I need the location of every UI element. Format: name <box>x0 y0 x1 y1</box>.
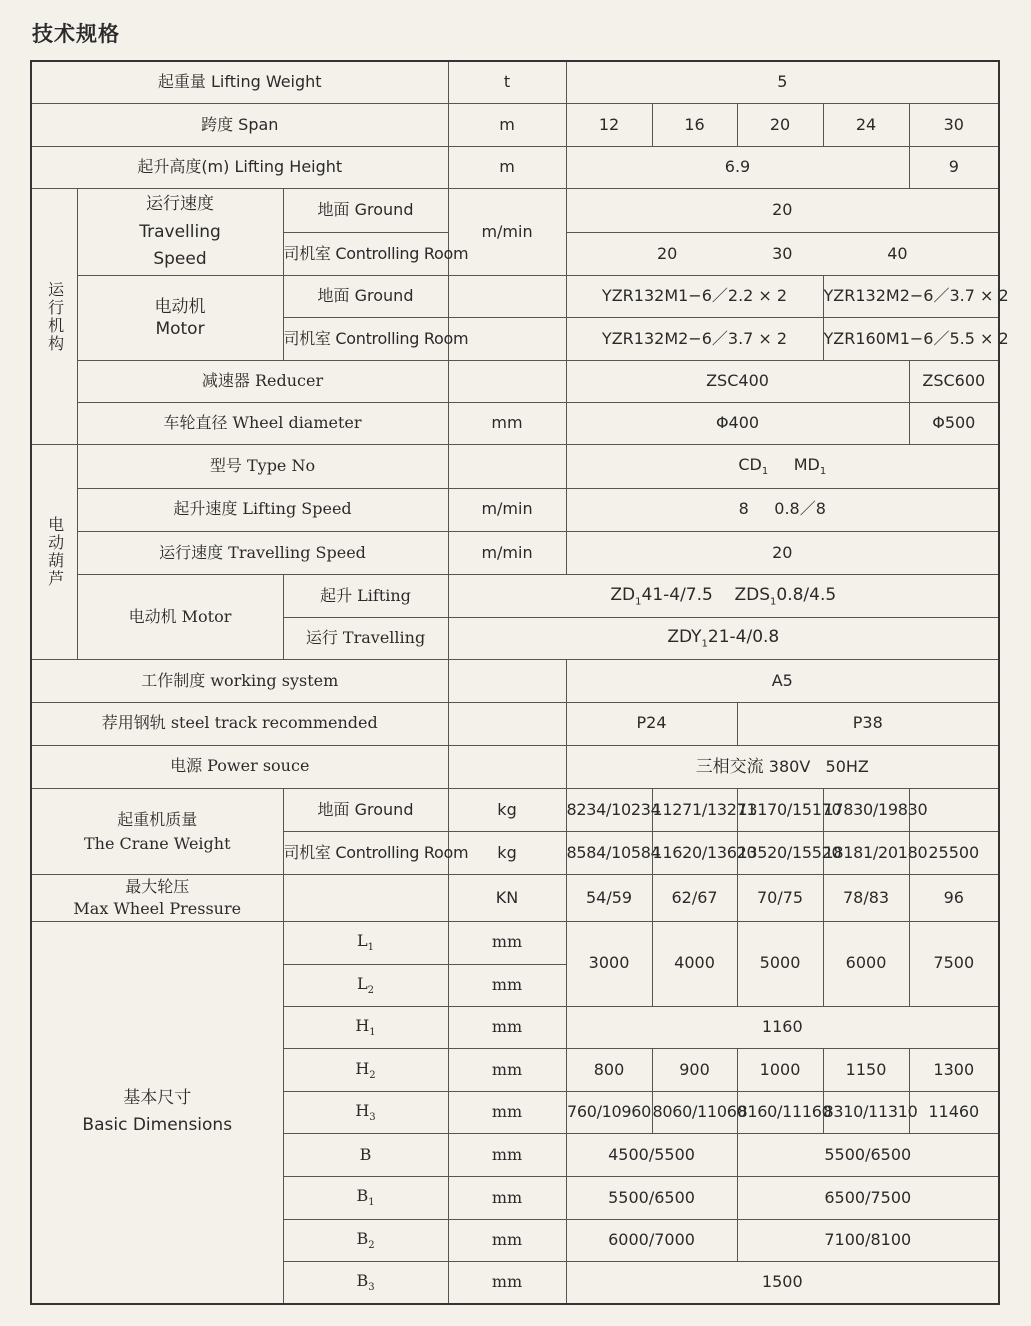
hoist-lifting-motor-zds-spec: 0.8/4.5 <box>776 584 837 605</box>
dim-b1-sub: 1 <box>368 1197 375 1209</box>
dim-symbol <box>283 964 448 1006</box>
dim-symbol <box>283 1049 448 1091</box>
hoist-type-unit <box>448 445 566 488</box>
steel-track-label: 荐用钢轨 steel track recommended <box>31 703 448 745</box>
crane-weight-room-value: 25500 <box>909 832 999 875</box>
travel-speed-ground-label: 地面 Ground <box>283 189 448 232</box>
steel-track-value: P24 <box>566 703 737 745</box>
working-system-value: A5 <box>566 659 999 702</box>
travel-speed-room-value: 40 <box>887 243 908 263</box>
dim-h1-sym: H <box>355 1016 370 1036</box>
motor-ground-label: 地面 Ground <box>283 276 448 318</box>
row-hoist-travel-speed <box>31 531 999 574</box>
dim-h2-value: 1150 <box>823 1049 909 1091</box>
dim-symbol <box>283 921 448 964</box>
dim-b1-value: 5500/6500 <box>566 1177 737 1219</box>
dim-l-value: 3000 <box>566 921 652 1007</box>
crane-weight-room-value: 8584/10584 <box>566 832 652 875</box>
span-value: 30 <box>909 103 999 146</box>
travel-speed-room-value: 20 <box>657 243 678 263</box>
reducer-value: ZSC600 <box>909 360 999 402</box>
hoist-lift-speed-unit: m/min <box>448 488 566 531</box>
wheel-pressure-unit: KN <box>448 875 566 921</box>
dim-h3-unit: mm <box>448 1091 566 1133</box>
crane-weight-room-value: 13520/15520 <box>737 832 823 875</box>
crane-weight-ground-value: 13170/15170 <box>737 788 823 831</box>
basic-dimensions-label-en: Basic Dimensions <box>82 1115 233 1136</box>
row-power <box>31 745 999 788</box>
crane-weight-ground-value: 8234/10234 <box>566 788 652 831</box>
dim-b3-sub: 3 <box>368 1282 375 1294</box>
wheel-pressure-label-en: Max Wheel Pressure <box>73 898 242 918</box>
hoist-lifting-motor-zd: ZD <box>610 584 636 605</box>
dim-l-value: 6000 <box>823 921 909 1007</box>
dim-h3-value: 11460 <box>909 1091 999 1133</box>
power-value <box>566 745 999 788</box>
dim-b-sym: B <box>283 1134 448 1177</box>
dim-b3-unit: mm <box>448 1262 566 1304</box>
hoist-group-label: 电动葫芦 <box>31 445 77 660</box>
crane-weight-ground-value: 17830/19830 <box>823 788 909 831</box>
dim-h3-sub: 3 <box>369 1112 376 1124</box>
travel-speed-ground-value: 20 <box>566 189 999 232</box>
dim-b2-value: 7100/8100 <box>737 1219 999 1261</box>
dim-symbol <box>283 1091 448 1133</box>
row-lifting-weight <box>31 61 999 103</box>
row-hoist-lift-speed <box>31 488 999 531</box>
dim-l1-sym: L <box>357 931 368 951</box>
hoist-travel-speed-value: 20 <box>566 531 999 574</box>
hoist-motor-label: 电动机 Motor <box>77 575 283 660</box>
hoist-type-label: 型号 Type No <box>77 445 448 488</box>
row-motor-ground <box>31 276 999 318</box>
working-system-label: 工作制度 working system <box>31 659 448 702</box>
wheel-diameter-unit: mm <box>448 403 566 445</box>
hoist-type-md-sub: 1 <box>819 466 827 478</box>
wheel-pressure-sub <box>283 875 448 921</box>
page-title: 技术规格 <box>32 22 120 46</box>
hoist-lift-speed-value <box>566 488 999 531</box>
span-value: 16 <box>652 103 737 146</box>
dim-h3-sym: H <box>355 1100 370 1120</box>
dim-b-value: 5500/6500 <box>737 1134 999 1177</box>
dim-h3-value: 760/10960 <box>566 1091 652 1133</box>
crane-weight-label <box>31 788 283 875</box>
hoist-type-value <box>566 445 999 488</box>
crane-weight-room-label: 司机室 Controlling Room <box>283 832 448 875</box>
crane-weight-room-unit: kg <box>448 832 566 875</box>
span-label: 跨度 Span <box>31 103 448 146</box>
hoist-type-md: MD <box>793 454 820 474</box>
crane-weight-room-value: 18181/20180 <box>823 832 909 875</box>
travel-speed-label <box>77 189 283 276</box>
lifting-weight-unit: t <box>448 61 566 103</box>
hoist-travelling-motor-zdy: ZDY <box>667 627 702 648</box>
dim-h2-value: 1000 <box>737 1049 823 1091</box>
hoist-travel-speed-unit: m/min <box>448 531 566 574</box>
dim-l1-sub: 1 <box>367 942 374 954</box>
dim-h2-unit: mm <box>448 1049 566 1091</box>
reducer-label: 减速器 Reducer <box>77 360 448 402</box>
travel-speed-label-en1: Travelling <box>139 221 221 242</box>
travel-speed-label-en2: Speed <box>153 248 207 269</box>
span-unit: m <box>448 103 566 146</box>
dim-h3-value: 8310/11310 <box>823 1091 909 1133</box>
dim-symbol <box>283 1177 448 1219</box>
row-lifting-height <box>31 147 999 189</box>
motor-room-value: YZR132M2−6／3.7 × 2 <box>566 318 823 360</box>
motor-room-label: 司机室 Controlling Room <box>283 318 448 360</box>
travel-speed-unit: m/min <box>448 189 566 276</box>
span-value: 24 <box>823 103 909 146</box>
dim-h1-sub: 1 <box>369 1027 376 1039</box>
hoist-lifting-motor-zd-sub: 1 <box>635 596 642 608</box>
travel-speed-room-value: 30 <box>772 243 793 263</box>
wheel-pressure-value: 70/75 <box>737 875 823 921</box>
wheel-pressure-value: 54/59 <box>566 875 652 921</box>
dim-h3-value: 8160/11160 <box>737 1091 823 1133</box>
motor-ground-unit <box>448 276 566 318</box>
motor-label <box>77 276 283 361</box>
motor-ground-value: YZR132M1−6／2.2 × 2 <box>566 276 823 318</box>
hoist-travelling-motor-zdy-spec: 21-4/0.8 <box>707 627 780 648</box>
row-travel-speed-ground <box>31 189 999 232</box>
row-steel-track <box>31 703 999 745</box>
dim-l-value: 4000 <box>652 921 737 1007</box>
dim-h2-sub: 2 <box>369 1069 376 1081</box>
dim-h3-value: 8060/11060 <box>652 1091 737 1133</box>
basic-dimensions-label-cn: 基本尺寸 <box>123 1088 192 1109</box>
hoist-travel-speed-label: 运行速度 Travelling Speed <box>77 531 448 574</box>
working-system-unit <box>448 659 566 702</box>
wheel-diameter-label: 车轮直径 Wheel diameter <box>77 403 448 445</box>
wheel-pressure-value: 78/83 <box>823 875 909 921</box>
dim-l2-sub: 2 <box>367 985 374 997</box>
steel-track-unit <box>448 703 566 745</box>
wheel-pressure-value: 96 <box>909 875 999 921</box>
dim-l2-unit: mm <box>448 964 566 1006</box>
basic-dimensions-label <box>31 921 283 1304</box>
lifting-height-label: 起升高度(m) Lifting Height <box>31 147 448 189</box>
dim-b3-value: 1500 <box>566 1262 999 1304</box>
hoist-lifting-motor-zd-spec: 41-4/7.5 <box>641 584 713 605</box>
dim-b2-sub: 2 <box>368 1239 375 1251</box>
dim-b1-sym: B <box>356 1186 369 1206</box>
dim-b2-sym: B <box>356 1228 369 1248</box>
row-hoist-type <box>31 445 999 488</box>
hoist-travelling-motor-zdy-sub: 1 <box>701 638 708 650</box>
lifting-height-unit: m <box>448 147 566 189</box>
crane-weight-ground-unit: kg <box>448 788 566 831</box>
wheel-pressure-label <box>31 875 283 921</box>
row-working-system <box>31 659 999 702</box>
row-crane-weight-ground <box>31 788 999 831</box>
hoist-type-cd-sub: 1 <box>761 466 769 478</box>
crane-weight-label-en: The Crane Weight <box>83 833 231 853</box>
dim-h1-value: 1160 <box>566 1007 999 1049</box>
crane-weight-ground-value: 11271/13271 <box>652 788 737 831</box>
wheel-diameter-value: Φ500 <box>909 403 999 445</box>
dim-h2-sym: H <box>355 1058 370 1078</box>
lifting-weight-label: 起重量 Lifting Weight <box>31 61 448 103</box>
dim-b2-value: 6000/7000 <box>566 1219 737 1261</box>
dim-b2-unit: mm <box>448 1219 566 1261</box>
reducer-value: ZSC400 <box>566 360 909 402</box>
motor-label-cn: 电动机 <box>154 296 206 317</box>
dim-b-unit: mm <box>448 1134 566 1177</box>
dim-b-value: 4500/5500 <box>566 1134 737 1177</box>
crane-weight-room-value: 11620/13620 <box>652 832 737 875</box>
wheel-diameter-value: Φ400 <box>566 403 909 445</box>
dim-h1-unit: mm <box>448 1007 566 1049</box>
travel-speed-label-cn: 运行速度 <box>146 194 214 215</box>
span-value: 20 <box>737 103 823 146</box>
row-span <box>31 103 999 146</box>
power-unit <box>448 745 566 788</box>
dim-h2-value: 900 <box>652 1049 737 1091</box>
wheel-pressure-value: 62/67 <box>652 875 737 921</box>
spec-table <box>30 60 1009 1305</box>
hoist-lifting-motor-zds-sub: 1 <box>770 596 777 608</box>
dim-b1-unit: mm <box>448 1177 566 1219</box>
travel-speed-room-values <box>566 232 999 275</box>
dim-b3-sym: B <box>356 1270 369 1290</box>
motor-label-en: Motor <box>155 318 205 339</box>
hoist-motor-travelling-value <box>448 617 999 659</box>
lifting-height-value: 9 <box>909 147 999 189</box>
travel-mechanism-group-label: 运行机构 <box>31 189 77 445</box>
dim-l1-unit: mm <box>448 921 566 964</box>
hoist-motor-lifting-label: 起升 Lifting <box>283 575 448 617</box>
dim-symbol <box>283 1262 448 1304</box>
crane-weight-ground-label: 地面 Ground <box>283 788 448 831</box>
lifting-weight-value: 5 <box>566 61 999 103</box>
hoist-lift-speed-fast: 8 <box>738 499 749 519</box>
hoist-lift-speed-dual: 0.8／8 <box>774 499 826 519</box>
wheel-pressure-label-cn: 最大轮压 <box>125 876 190 896</box>
row-reducer <box>31 360 999 402</box>
dim-h2-value: 1300 <box>909 1049 999 1091</box>
steel-track-value: P38 <box>737 703 999 745</box>
dim-l2-sym: L <box>357 973 368 993</box>
motor-ground-value: YZR132M2−6／3.7 × 2 <box>823 276 999 318</box>
hoist-type-cd: CD <box>738 454 762 474</box>
travel-speed-room-label: 司机室 Controlling Room <box>283 232 448 275</box>
hoist-motor-travelling-label: 运行 Travelling <box>283 617 448 659</box>
dim-b1-value: 6500/7500 <box>737 1177 999 1219</box>
motor-room-value: YZR160M1−6／5.5 × 2 <box>823 318 999 360</box>
row-wheel-pressure <box>31 875 999 921</box>
dim-symbol <box>283 1007 448 1049</box>
crane-weight-label-cn: 起重机质量 <box>117 809 198 829</box>
hoist-motor-lifting-value <box>448 575 999 617</box>
lifting-height-value: 6.9 <box>566 147 909 189</box>
power-phase: 三相交流 <box>695 756 764 777</box>
row-wheel-diameter <box>31 403 999 445</box>
dim-h2-value: 800 <box>566 1049 652 1091</box>
power-frequency: 50HZ <box>825 756 869 776</box>
row-hoist-motor-lifting <box>31 575 999 617</box>
reducer-unit <box>448 360 566 402</box>
hoist-lifting-motor-zds: ZDS <box>734 584 771 605</box>
power-voltage: 380V <box>768 756 811 776</box>
dim-l-value: 7500 <box>909 921 999 1007</box>
power-label: 电源 Power souce <box>31 745 448 788</box>
dim-l-value: 5000 <box>737 921 823 1007</box>
span-value: 12 <box>566 103 652 146</box>
hoist-lift-speed-label: 起升速度 Lifting Speed <box>77 488 448 531</box>
row-dim-l1 <box>31 921 999 964</box>
dim-symbol <box>283 1219 448 1261</box>
